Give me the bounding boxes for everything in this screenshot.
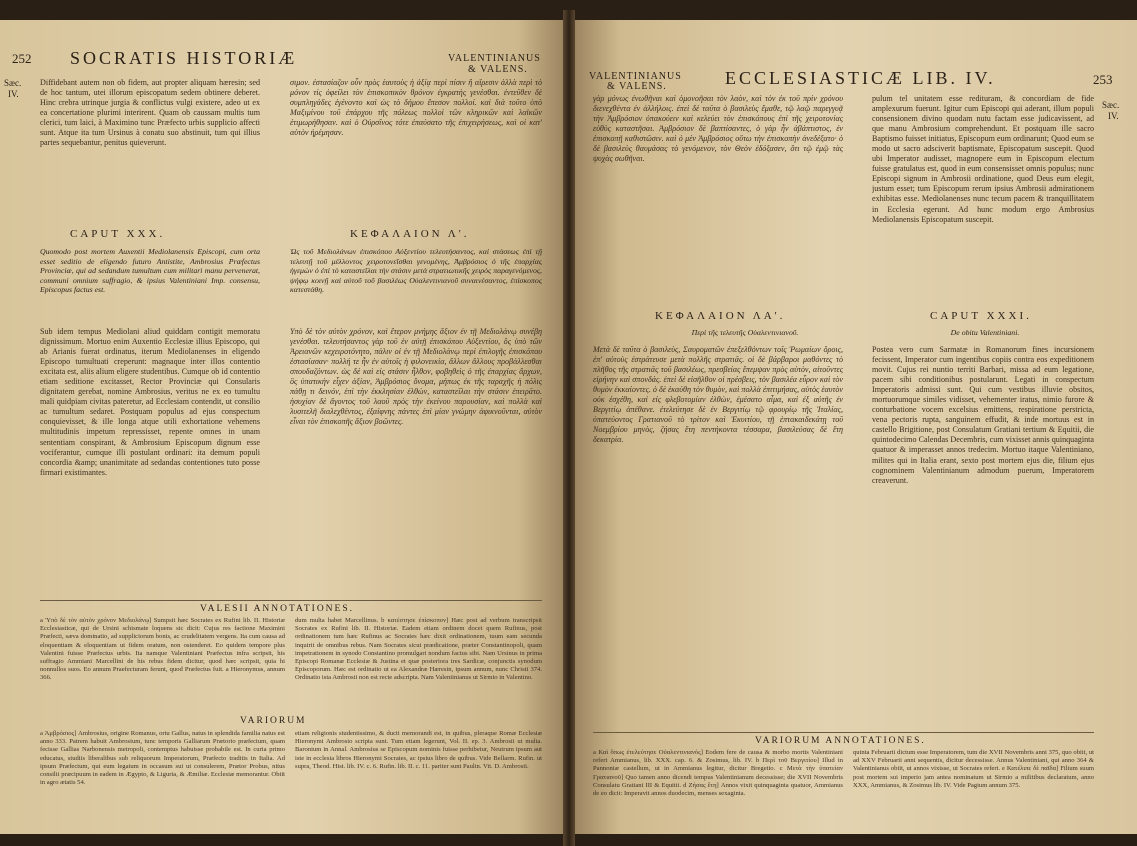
running-head-left-2: & VALENS. <box>607 81 667 92</box>
greek-chapter-title: ΚΕΦΑΛΑΙΟΝ Λ'. <box>350 228 470 240</box>
valesii-notes-col2: dum multa habet Marcellinus. b κατέστησε ἐπίσκοπον] Hæc post ad verbum transcripsit Socrates ex Rufini lib. II. Historiæ. Eadem etiam ordinem docet quem Rufinus, post ordinationem tum hæc Rufinus ac Socrates hæc dixit ordinationem, tuum eam secunda inquirit de omnibus rebus. Nam Socrates sicut prædicatione, præter Constantinopoli, quam impetrationem in synodo Constantino promulgari nondum factus sibi. Nam Ursinus in prima Episcopi Romanæ Ecclesiæ & Justina et quæ posteriora tres Sardicæ, conjunctis synodum Episcoporum. Hæc est ordinatio ut ea Alexandræ Hæresin, ipsum annum, nunc Christi 374. Ordinatio ista Ambrosii non est recte adscripta. Nam Valentinianus ut Sirmio in Valentino. <box>295 617 542 682</box>
variorum-notes: a Καὶ ὅπως ἐτελεύτησε Οὐαλεντινιανός] Eodem fere de causa & morbo mortis Valentiniani refert Ammianus, lib. XXX. cap. 6. & Zosimus, lib. IV. b Περὶ τοῦ Βεργιτίου] Illud in Pannoniæ castellum, ut in Ammianus legitur, dicitur Bregetio. c Μετὰ τὴν ὑπατείαν Γρατιανοῦ] Quo tamen anno dicendi tempus Valentinianum decessisse; die XVII Novembris Consulatu Gratiani III & Equitii. d Ζήσας ἔτη] Annos vixit quinquaginta quatuor, Ammianus de eo dicit: Imperavit annos duodecim, menses sexaginta. <box>593 749 843 798</box>
running-head: SOCRATIS HISTORIÆ <box>70 48 298 68</box>
greek-chapter-summary: Ὡς τοῦ Μεδιολάνων ἐπισκόπου Αὐξεντίου τελευτήσαντος, καὶ στάσεως ἐπὶ τῇ τελευτῇ τοῦ μέλλοντος χειροτονεῖσθαι γενομένης, Ἀμβρόσιος ὁ τῆς ἐπαρχίας ἡγεμὼν ὁ ἐπὶ τὸ καταστεῖλαι τὴν στάσιν μετὰ στρατιωτικῆς χειρὸς παραγενόμενος, ψήφῳ κοινῇ καὶ αὐτοῦ τοῦ βασιλέως Οὐαλεντινιανοῦ συναινέσαντος, ἐπίσκοπος κατεστάθη. <box>290 247 542 295</box>
running-head-left: VALENTINIANUS <box>589 71 682 82</box>
right-page <box>575 20 1137 834</box>
margin-century: IV. <box>8 89 19 99</box>
running-head: ECCLESIASTICÆ LIB. IV. <box>725 68 996 88</box>
greek-text-top: γὰρ μόνως ἐνωθῆναι καὶ ὁμονοῆσαι τὸν λαὸν, καὶ τὸν ἐκ τοῦ πρὶν χρόνου διενεχθέντα ἐν ἀλλήλοις. ἐπεὶ δὲ ταῦτα ὁ βασιλεὺς ἔμαθε, τῷ λαῷ παρεγγυᾷ τὴν Ἀμβρόσιον ὑπακούειν καὶ κελεύει τὸν ἐπισκόπους ἐπὶ τῆς χειροτονίας εὐθὺς καταστῆσαι. Ἀμβρόσιον δὲ βαπτίσαντες, ὁ γὰρ ἦν ἀβάπτιστος, ἐν ἐπισκοπῇ καθιστῶσιν. καὶ ὁ μὲν Ἀμβρόσιος οὕτω τὴν ἐπισκοπὴν ἀνεδέξατο· ὁ δὲ βασιλεὺς θαυμάσας τὸ γενόμενον, τὸν Θεὸν ἐδόξασεν, ὅτι τῷ ἐμῷ τὰς ψυχὰς σωθῆναι. <box>593 94 843 164</box>
variorum-title: VARIORUM ANNOTATIONES. <box>755 736 926 746</box>
margin-saeculum: Sæc. <box>1102 100 1120 110</box>
variorum-title: VARIORUM <box>240 716 307 726</box>
running-head-right: VALENTINIANUS <box>448 53 541 64</box>
greek-chapter-summary: Περὶ τῆς τελευτῆς Οὐαλεντινιανοῦ. <box>691 328 799 337</box>
latin-chapter-title: CAPUT XXX. <box>70 228 166 240</box>
book-gutter <box>563 10 575 846</box>
valesii-title: VALESII ANNOTATIONES. <box>200 604 355 614</box>
page-number: 252 <box>12 51 32 66</box>
section-rule <box>593 732 1094 733</box>
latin-body: Postea vero cum Sarmatæ in Romanorum fines incursionem fecissent, Imperator cum ingentibus copiis contra eos expeditionem movit. Cujus rei nuntio territi Barbari, missa ad eum legatione, pacem sibi conditionibus postularunt. Legati in conspectum Imperatoris admissi sunt. Qui cum vestibus illuvie obsitos, mortuorumque similes vidisset, vehementer iratus, nimio furore & conturbatione vocem excelsius emittens, respiratione perstricta, vena pectoris rupta, sanguinem effudit, & inde mortuus est in castello Brigitione, post Consulatum Gratiani tertium & Equitii, die quintodecimo Calendas Decembris, cum vixisset annis quinquaginta quatuor & imperasset annos tredecim. Mortuo itaque Valentiniano, milites qui in Italia erant, sexto post mortem ejus die, filium ejus cognominem Valentinianum admodum puerum, Imperatorem creaverunt. <box>872 345 1094 485</box>
page-number: 253 <box>1093 72 1113 87</box>
variorum-notes-col2: etiam religionis studentissimo, & ducti memorandi est, in quibus, pleraque Romæ Ecclesiæ Hieronymi Ambrosio scripta sunt. Tum etiam legerunt, Vol. II. ep. 3. Ambrosii ut multa. Baronium in Annal. Ambrosius se Episcopum nominis fuisse perhibetur, Neutrum ipsum aut iste in ecclesia libros Hieronymi Socrates, ac ipsius libro de quibus. Vide Bellarm. Rufin. ut supra, Theod. Hist. lib. IV. c. 6. Rufin. lib. II. c. 11. pariter sunt Paulin. Vit. D. Ambrosii. <box>295 730 542 770</box>
latin-chapter-title: CAPUT XXXI. <box>930 310 1032 322</box>
section-rule <box>40 600 542 601</box>
left-page <box>0 20 563 834</box>
latin-text-top: Diffidebant autem non ob fidem, aut propter aliquam hæresin; sed de hoc tantum, utei illorum episcopatum sedem obtinere deberet. Hinc crebra utrinque jurgia & conflictus vulgi existere, adeo ut ex ea concertatione plurimi interirent. Quam ob caussam multis tum clerici, tum laici, à Maximino tunc Præfecto urbis supplicio affecti sunt. Atque ita tum Ursinus à conatu suo abstinuit, tum qui illius partes sequebantur, penitus quieverunt. <box>40 78 260 148</box>
latin-body: Sub idem tempus Mediolani aliud quiddam contigit memoratu dignissimum. Mortuo enim Auxentio Ecclesiæ illius Episcopo, qui ab Arianis fuerat ordinatus, iterum Mediolanenses in eligendo Episcopo tumultuati creperunt: magnaque inter illos contentio excitata est, aliis alium eligere studentibus. Cumque ob id contentio etiam seditione excitasset, Rector Provinciæ qui Consularis dignitatem gerebat, nomine Ambrosius, veritus ne ex eo tumultu mali quidpiam civitas pateretur, ad Ecclesiam contendit, ut consilio ac tumultum sedaret. Postquam populus ad ejus conspectum conquievisset, & ille longa atque utili exhortatione vehemens multitudinis impetum repressisset, repente omnes in unam sententiam conspirant, & Ambrosium Episcopum dignum esse vociferantur, cumque illi postulant ordinari: ita demum populi concordia &amp; unanimitate ad sedandas contentiones tuto posse firmari existimantes. <box>40 327 260 477</box>
margin-saeculum: Sæc. <box>4 78 22 88</box>
variorum-notes: a Ἀμβρόσιος] Ambrosius, origine Romanus, ortu Gallus, natus in splendida familia natus est anno 333. Patrem habuit Ambrosium, tunc temporis Galliarum Prætorio præfectum, quam fecisse Gallias Narbonensis metropoli, contemptus habuisse probabile est. In curia primo educatus, studiis liberalibus sub reliquorum Imperatorum, Præfecto traditis in Italia. Ad ipsum Præfectum, qui eum legatum in occasum sui ut consulerem, Prætor Probus, nitus consilii præcipuum in eadem in Ægypto, & Liguria, & Æmiliæ. Ecclesiæ memorantur. Obiit in agro ætatis 54. <box>40 730 285 787</box>
greek-text-top: σιμον. ἐστασίαζον οὖν πρὸς ἑαυτοὺς ἡ ἀξίᾳ περὶ πίσιν ἢ αἵρεσιν ἀλλὰ περὶ τὸ μόνον τίς ὀφείλει τὸν ἐπισκοπικὸν θρόνον ἐγκρατὴς γενέσθαι. ἐντεῦθεν δὲ συμπληγάδες ἐγένοντο καὶ ὡς τὸ δήμου ἔπεσον πολλοί. καὶ διὰ τοῦτο ὑπὸ Μαξιμίνου τοῦ ἐπάρχου τῆς πόλεως πολλοὶ τῶν κληρικῶν καὶ λαϊκῶν ἐτιμωρήθησαν. καὶ ὁ Οὐρσῖνος τότε ἐπαύσατο τῆς ἐπιχειρήσεως, καὶ οἱ κατ' αὐτὸν ἠρέμησαν. <box>290 78 542 138</box>
latin-text-top: pulum tel unitatem esse redituram, & concordiam de fide amplexurum fuerunt. Igitur cum Episcopi qui aderant, illum populi consensionem divino quodam nutu factam esse judicavissent, ad que manu Ambrosium comprehendunt. Et postquam ille sacro Baptismo fuisset initiatus, Episcopum eum ordinarunt; Quod eum se modo ut sacro adsciverit baptismate, Episcopatum suscepit. Quod ubi Imperator audisset, magnopere eum in Episcopum electum fuisse gratulatus est, quod in eum consensisset omnis populus; nunc Episcopi signum in Ambrosii ordinatione, quod Deus eum elegit, justum esset; tum Episcopum rerum ipsius Ambrosii admirationem exhibitas esse. Mediolanenses nunc tecum pacem & tranquillitatem in Ecclesia egerunt. Ad hunc modum ergo Ambrosius Mediolanensis Episcopatum suscepit. <box>872 94 1094 224</box>
latin-chapter-summary: De obitu Valentiniani. <box>950 328 1020 337</box>
latin-chapter-summary: Quomodo post mortem Auxentii Mediolanensis Episcopi, cum orta esset seditio de eligendo futuro Antistite, Ambrosius Præfectus Provinciæ, qui ad sedandum tumultum cum militari manu pervenerat, communi omnium suffragio, & ipsius Valentiniani Imp. consensu, Episcopus factus est. <box>40 247 260 295</box>
margin-century: IV. <box>1108 111 1119 121</box>
variorum-notes-col2: quinta Februarii dictum esse Imperatorem, tum die XVII Novembris anni 375, quo obiit, ut ad XXV Februarii anni sequentis, dicitur decessisse. Annus Valentiniani, qui anno 364 & Valentinianus obiit, ut annos vixisse, ut Socrates refert. e Κατέλιπε δὲ παῖδα] Filium suum post mortem sui imperio jam antea nominatum ut Sirmio a militibus declaratum, anno XXX, Ammianus, & Zosimus lib. IV. Vide Pagium annum 375. <box>853 749 1094 789</box>
greek-chapter-title: ΚΕΦΑΛΑΙΟΝ ΛΑ'. <box>655 310 786 322</box>
greek-body: Μετὰ δὲ ταῦτα ὁ βασιλεὺς, Σαυροματῶν ἐπεξελθόντων τοῖς Ῥωμαίων ὅροις, ἐπ' αὐτοὺς ἐστράτευσε μετὰ πολλῆς στρατιᾶς. οἱ δὲ βάρβαροι μαθόντες τὸ πλῆθος τῆς στρατιᾶς τοῦ βασιλέως, πρεσβείας ἔπεμψαν πρὸς αὐτὸν, αἰτοῦντες εἰρήνην καὶ σπονδάς. ἐπεὶ δὲ εἰσῆλθον οἱ πρέσβεις, τὸν βασιλέα εὗρον καὶ τὸν θυμὸν ἐκκαίοντες. ὁ δὲ ἐκαύθη τὸν θυμὸν, καὶ πολλὰ ἐπιτιμήσας, αὐτὸς ἑαυτὸν οὐκ ἐσχέθη, καὶ εἰς φλεβοτομίαν ἐλθὼν, ἐμέσατο αἷμα, καὶ ἐξ αὐτῆς ἐν Βεργιτίῳ ἀπέθανε. ἐτελεύτησε δὲ ἐν Βεργιτίῳ τῷ φρουρίῳ τῆς Ἰταλίας, ὑπατεύοντος Γρατιανοῦ τὸ τρίτον καὶ Ἐκυιτίου, τῇ ἑπτακαιδεκάτῃ τοῦ Νοεμβρίου μηνὸς, ζήσας ἔτη πεντήκοντα τέσσαρα, βασιλεύσας δὲ ἔτη δεκατρία. <box>593 345 843 445</box>
running-head-right-2: & VALENS. <box>468 64 528 75</box>
greek-body: Υπὸ δὲ τὸν αὐτὸν χρόνον, καὶ ἕτερον μνήμης ἄξιον ἐν τῇ Μεδιολάνῳ συνέβη γενέσθαι. τελευτήσαντος γὰρ τοῦ ἐν αὐτῇ ἐπισκόπου Αὐξεντίου, ὃς ὑπὸ τῶν Ἀρειανῶν κεχειροτόνητο, πάλιν οἱ ἐν τῇ Μεδιολάνῳ περὶ ἐπιλογῆς ἐπισκόπου ἐστασίασαν· πολλή τε ἦν ἐν αὐτοῖς ἡ φιλονεικία, ἄλλων ἄλλους προβάλλεσθαι σπουδαζόντων. ὡς δὲ καὶ εἰς στάσιν ἦλθον, φοβηθεὶς ὁ τῆς ἐπαρχίας ἄρχων, ὃς ὑπατικὴν εἶχεν ἀξίαν, Ἀμβρόσιος ὄνομα, μήπως ἐκ τῆς ταραχῆς ἡ πόλις πάθῃ τι δεινόν, ἐπὶ τὴν ἐκκλησίαν ἐλθὼν, καταστεῖλαι τὴν στάσιν ἐπειρᾶτο. ἡσυχίαν δὲ ἄγοντος τοῦ λαοῦ πρὸς τὴν ἐκείνου παρουσίαν, καὶ πολλὰ καὶ λυσιτελῆ διαλεχθέντος, ἐξαίφνης πάντες ἐπὶ μίαν γνώμην ἀφικνοῦνται, αὐτὸν εἶναι τὸν ἐπισκοπῆς ἄξιον βοῶντες. <box>290 327 542 427</box>
valesii-notes: a Ὑπὸ δὲ τὸν αὐτὸν χρόνον Μεδιολάνῳ] Sumpsit hæc Socrates ex Rufini lib. II. Historiæ Ecclesiasticæ, qui de Ursini schismate loquens sic dicit: Cujus res factione Maximini Præfecti, sæva dominatio, ad suppliciorum bonis, ac crudelitatem vergens. Ita cum causa ad eloquentiam & eloquentiam ut fidem oratum, non ostenderet. Eo quidem tempore plus Valentini fuisse Præfectus urbis. Ita namque Valentiniani Præfectus infra scripsit, his suffragio Ammiani Marcellini de his rebus fidem dicitur, quod hæc scripsit, quia hi nonnullos suos. Eo annum Praefecturam ferunt, quod Præfectus fuit. a Hieronymus, annum 366. <box>40 617 285 682</box>
